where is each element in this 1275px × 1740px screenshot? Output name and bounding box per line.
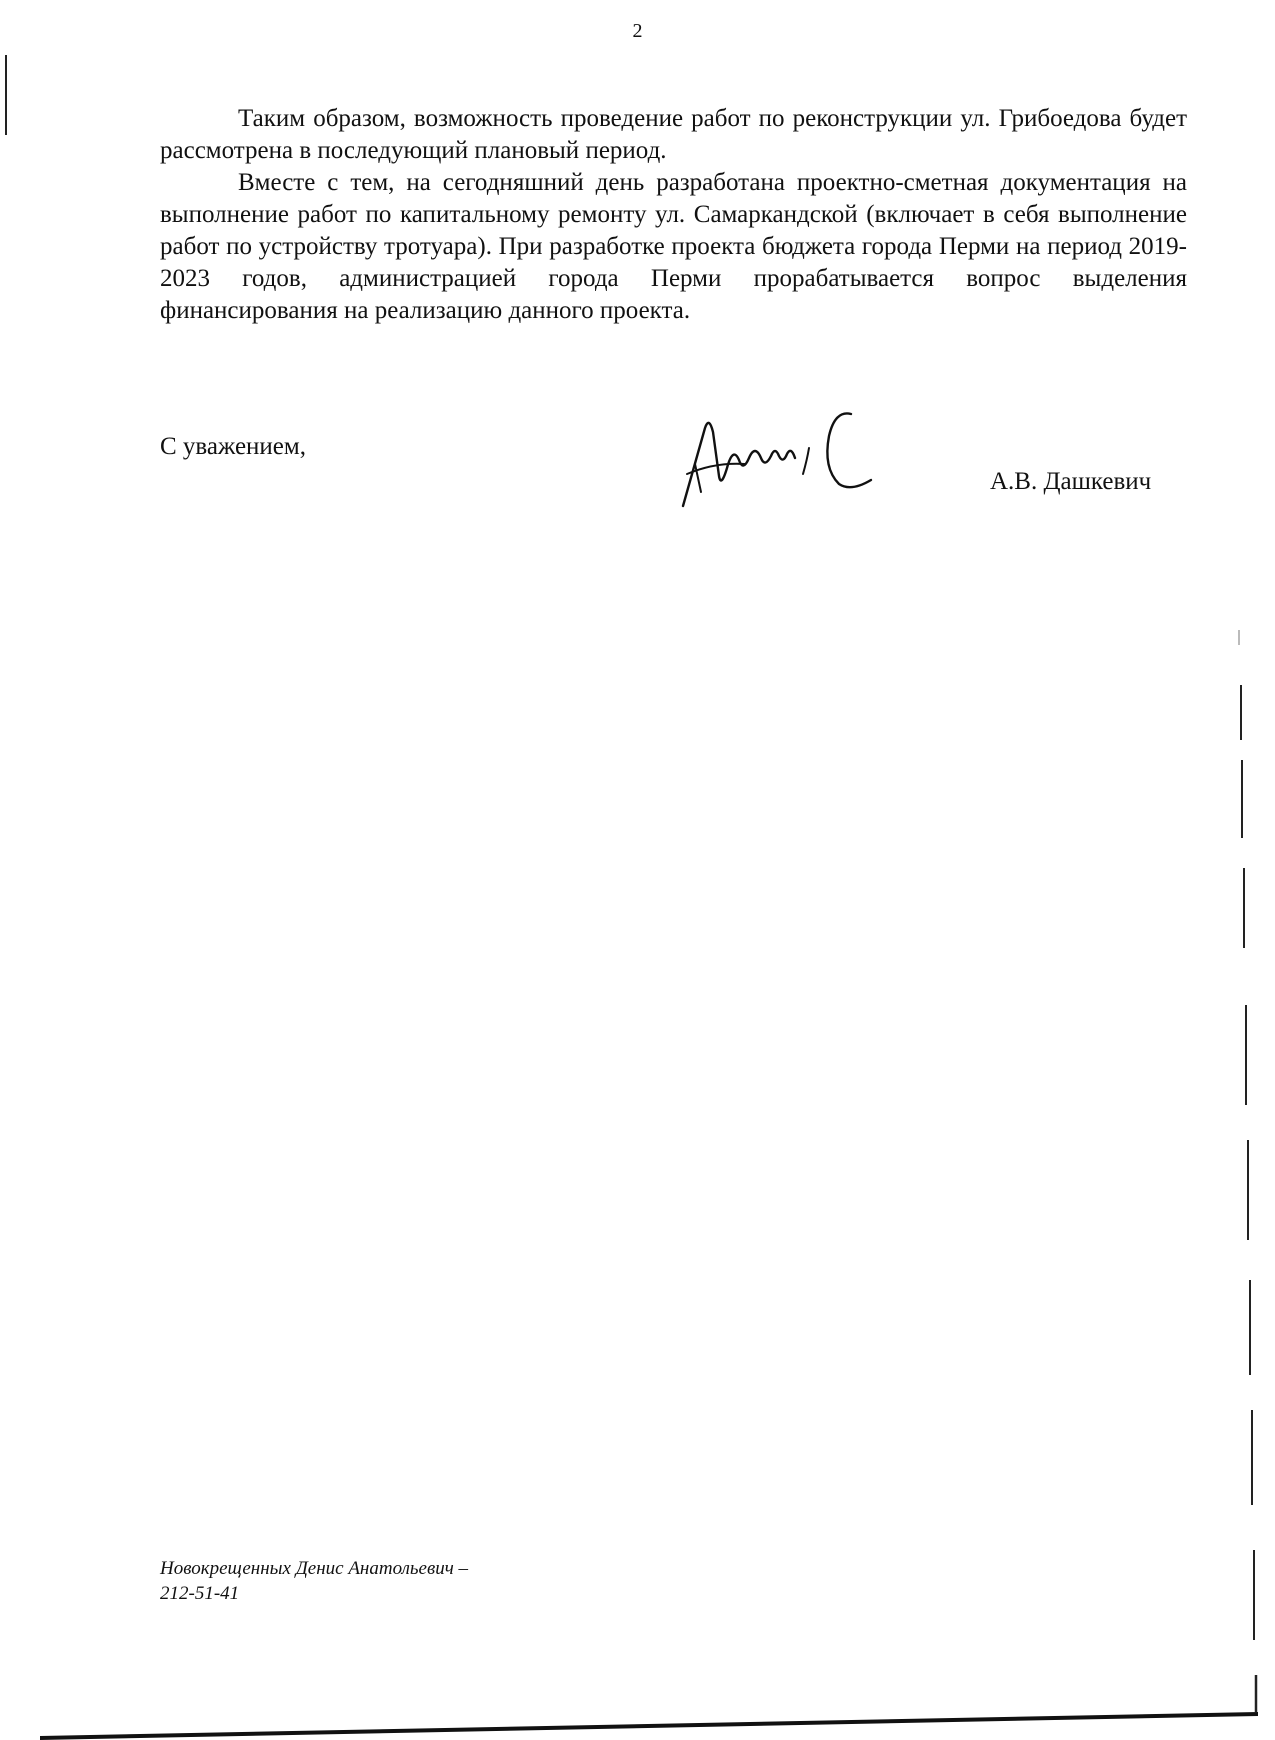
paragraph-1: Таким образом, возможность проведение работ по реконструкции ул. Грибоедова будет рассмотрена в последующий плановый период. bbox=[160, 105, 1187, 164]
handwritten-signature bbox=[675, 398, 885, 513]
paragraph-2: Вместе с тем, на сегодняшний день разработана проектно-сметная документация на выполнение работ по капитальному ремонту ул. Самаркандской (включает в себя выполнение работ по устройству тротуара). При разработке проекта бюджета города Перми на период 2019-2023 годов, администрацией города Перми прорабатывается вопрос выделения финансирования на реализацию данного проекта. bbox=[160, 169, 1187, 324]
contact-footer bbox=[160, 1556, 468, 1606]
contact-name: Новокрещенных Денис Анатольевич – bbox=[160, 1558, 469, 1579]
contact-phone: 212-51-41 bbox=[160, 1583, 240, 1604]
page-number: 2 bbox=[632, 20, 643, 42]
closing-salutation: С уважением, bbox=[160, 433, 306, 460]
signer-name: А.В. Дашкевич bbox=[990, 468, 1152, 495]
letter-body bbox=[160, 103, 1187, 327]
